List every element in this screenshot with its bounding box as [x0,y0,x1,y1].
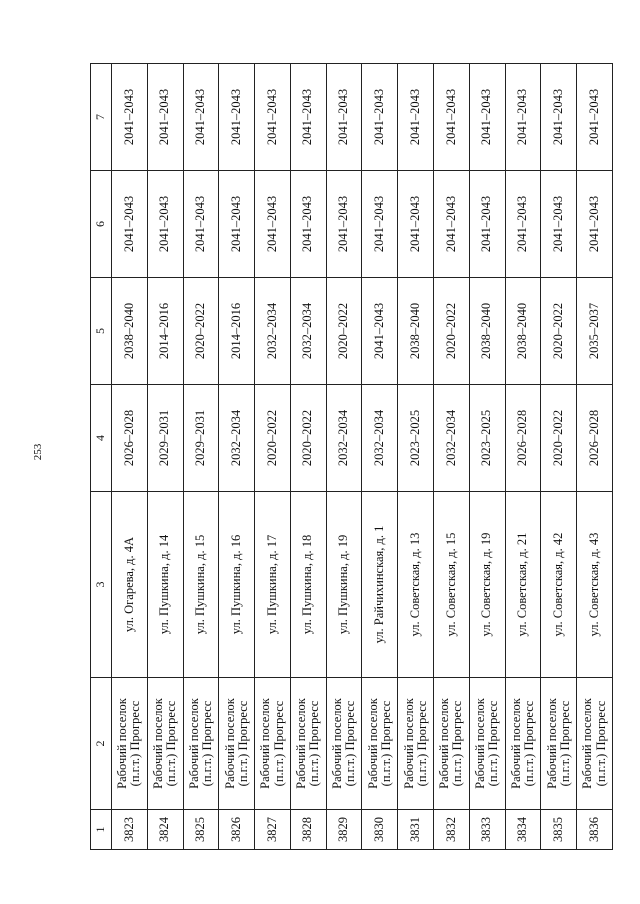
table-row [398,64,434,850]
table-row [434,64,470,850]
period-cell: 2041–2043 [147,171,183,278]
period-cell: 2032–2034 [434,385,470,492]
locality-cell: Рабочий поселок (п.г.т.) Прогресс [434,678,470,810]
table-row [183,64,219,850]
table-row [362,64,398,850]
address-cell: ул. Советская, д. 21 [505,492,541,678]
table-row [112,64,148,850]
period-cell: 2038–2040 [469,278,505,385]
table-row [505,64,541,850]
address-cell: ул. Пушкина, д. 15 [183,492,219,678]
period-cell: 2041–2043 [505,64,541,171]
period-cell: 2020–2022 [290,385,326,492]
period-cell: 2041–2043 [577,64,613,171]
period-cell: 2041–2043 [434,171,470,278]
locality-cell: Рабочий поселок (п.г.т.) Прогресс [183,678,219,810]
address-cell: ул. Райчихинская, д. 1 [362,492,398,678]
period-cell: 2032–2034 [290,278,326,385]
row-id: 3829 [326,810,362,850]
register-table [90,63,613,850]
period-cell: 2026–2028 [577,385,613,492]
row-id: 3836 [577,810,613,850]
locality-cell: Рабочий поселок (п.г.т.) Прогресс [219,678,255,810]
period-cell: 2029–2031 [147,385,183,492]
period-cell: 2041–2043 [398,171,434,278]
header-row [91,64,112,850]
address-cell: ул. Советская, д. 43 [577,492,613,678]
period-cell: 2014–2016 [219,278,255,385]
locality-cell: Рабочий поселок (п.г.т.) Прогресс [541,678,577,810]
period-cell: 2038–2040 [505,278,541,385]
row-id: 3825 [183,810,219,850]
period-cell: 2041–2043 [112,171,148,278]
period-cell: 2032–2034 [219,385,255,492]
period-cell: 2038–2040 [398,278,434,385]
column-header: 7 [91,64,112,171]
period-cell: 2041–2043 [541,171,577,278]
locality-cell: Рабочий поселок (п.г.т.) Прогресс [290,678,326,810]
column-header: 1 [91,810,112,850]
period-cell: 2041–2043 [326,171,362,278]
period-cell: 2014–2016 [147,278,183,385]
column-header: 5 [91,278,112,385]
locality-cell: Рабочий поселок (п.г.т.) Прогресс [577,678,613,810]
table-row [577,64,613,850]
period-cell: 2041–2043 [255,64,291,171]
period-cell: 2041–2043 [362,64,398,171]
period-cell: 2041–2043 [290,171,326,278]
period-cell: 2041–2043 [219,171,255,278]
period-cell: 2026–2028 [112,385,148,492]
column-header: 4 [91,385,112,492]
period-cell: 2029–2031 [183,385,219,492]
address-cell: ул. Пушкина, д. 14 [147,492,183,678]
period-cell: 2041–2043 [362,171,398,278]
address-cell: ул. Пушкина, д. 16 [219,492,255,678]
locality-cell: Рабочий поселок (п.г.т.) Прогресс [398,678,434,810]
period-cell: 2041–2043 [219,64,255,171]
table-row [541,64,577,850]
period-cell: 2041–2043 [255,171,291,278]
period-cell: 2020–2022 [541,385,577,492]
row-id: 3834 [505,810,541,850]
period-cell: 2020–2022 [183,278,219,385]
period-cell: 2032–2034 [255,278,291,385]
address-cell: ул. Советская, д. 42 [541,492,577,678]
locality-cell: Рабочий поселок (п.г.т.) Прогресс [469,678,505,810]
period-cell: 2041–2043 [469,64,505,171]
row-id: 3833 [469,810,505,850]
period-cell: 2041–2043 [434,64,470,171]
period-cell: 2041–2043 [183,64,219,171]
period-cell: 2041–2043 [326,64,362,171]
period-cell: 2035–2037 [577,278,613,385]
row-id: 3827 [255,810,291,850]
period-cell: 2041–2043 [541,64,577,171]
period-cell: 2041–2043 [112,64,148,171]
column-header: 3 [91,492,112,678]
address-cell: ул. Пушкина, д. 19 [326,492,362,678]
address-cell: ул. Советская, д. 19 [469,492,505,678]
row-id: 3835 [541,810,577,850]
period-cell: 2032–2034 [362,385,398,492]
period-cell: 2026–2028 [505,385,541,492]
row-id: 3823 [112,810,148,850]
period-cell: 2020–2022 [434,278,470,385]
table-row [147,64,183,850]
locality-cell: Рабочий поселок (п.г.т.) Прогресс [147,678,183,810]
period-cell: 2032–2034 [326,385,362,492]
table-container [90,64,613,850]
period-cell: 2020–2022 [541,278,577,385]
period-cell: 2041–2043 [147,64,183,171]
period-cell: 2038–2040 [112,278,148,385]
row-id: 3831 [398,810,434,850]
column-header: 6 [91,171,112,278]
period-cell: 2041–2043 [469,171,505,278]
address-cell: ул. Пушкина, д. 17 [255,492,291,678]
table-row [326,64,362,850]
locality-cell: Рабочий поселок (п.г.т.) Прогресс [112,678,148,810]
period-cell: 2041–2043 [398,64,434,171]
column-header: 2 [91,678,112,810]
page-number: 253 [32,443,44,461]
period-cell: 2041–2043 [362,278,398,385]
address-cell: ул. Советская, д. 15 [434,492,470,678]
row-id: 3824 [147,810,183,850]
address-cell: ул. Огарева, д. 4А [112,492,148,678]
row-id: 3826 [219,810,255,850]
table-row [469,64,505,850]
period-cell: 2041–2043 [505,171,541,278]
locality-cell: Рабочий поселок (п.г.т.) Прогресс [326,678,362,810]
row-id: 3832 [434,810,470,850]
period-cell: 2041–2043 [183,171,219,278]
rotated-table-frame [90,64,613,850]
address-cell: ул. Советская, д. 13 [398,492,434,678]
period-cell: 2020–2022 [255,385,291,492]
period-cell: 2023–2025 [398,385,434,492]
row-id: 3830 [362,810,398,850]
table-row [255,64,291,850]
row-id: 3828 [290,810,326,850]
period-cell: 2023–2025 [469,385,505,492]
period-cell: 2041–2043 [577,171,613,278]
table-row [219,64,255,850]
locality-cell: Рабочий поселок (п.г.т.) Прогресс [505,678,541,810]
period-cell: 2041–2043 [290,64,326,171]
period-cell: 2020–2022 [326,278,362,385]
locality-cell: Рабочий поселок (п.г.т.) Прогресс [362,678,398,810]
address-cell: ул. Пушкина, д. 18 [290,492,326,678]
locality-cell: Рабочий поселок (п.г.т.) Прогресс [255,678,291,810]
table-row [290,64,326,850]
